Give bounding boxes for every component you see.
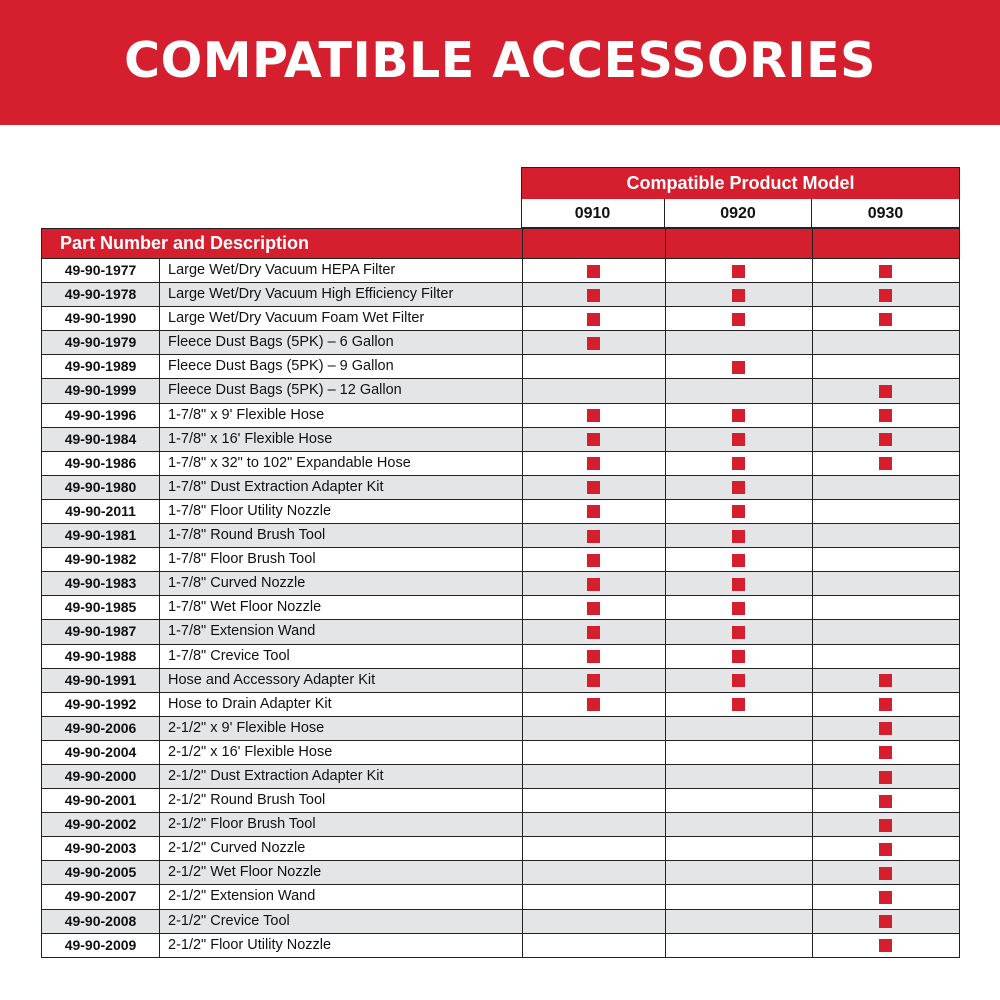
part-description: 1-7/8" Extension Wand — [159, 620, 522, 643]
compatible-mark-icon — [587, 265, 600, 278]
compat-cell-0920 — [665, 572, 812, 595]
compat-cell-0920 — [665, 548, 812, 571]
table-row — [42, 354, 959, 378]
compat-cell-0910 — [522, 379, 665, 402]
compatible-mark-icon — [879, 409, 892, 422]
compat-cell-0920 — [665, 620, 812, 643]
compatible-mark-icon — [587, 409, 600, 422]
compatible-mark-icon — [732, 433, 745, 446]
compat-cell-0920 — [665, 452, 812, 475]
compatible-mark-icon — [879, 433, 892, 446]
compat-cell-0920 — [665, 283, 812, 306]
page-title: COMPATIBLE ACCESSORIES — [124, 32, 876, 89]
compat-cell-0930 — [812, 428, 959, 451]
compat-cell-0930 — [812, 476, 959, 499]
compat-cell-0920 — [665, 910, 812, 933]
compatible-mark-icon — [732, 530, 745, 543]
compat-cell-0920 — [665, 789, 812, 812]
compat-cell-0930 — [812, 837, 959, 860]
compatible-mark-icon — [732, 361, 745, 374]
compat-cell-0910 — [522, 307, 665, 330]
compat-cell-0920 — [665, 693, 812, 716]
part-number: 49-90-2008 — [64, 912, 137, 929]
part-description: 1-7/8" x 16' Flexible Hose — [159, 428, 522, 451]
table-row — [42, 764, 959, 788]
part-description: Large Wet/Dry Vacuum High Efficiency Filter — [159, 283, 522, 306]
compatible-mark-icon — [879, 457, 892, 470]
compat-cell-0910 — [522, 669, 665, 692]
table-row — [42, 330, 959, 354]
compat-cell-0920 — [665, 934, 812, 957]
compatible-mark-icon — [879, 795, 892, 808]
part-number: 49-90-1979 — [64, 334, 137, 351]
part-number: 49-90-1985 — [64, 599, 137, 616]
part-number: 49-90-1977 — [64, 262, 137, 278]
part-number: 49-90-1982 — [64, 551, 137, 568]
table-row — [42, 668, 959, 692]
part-description: 1-7/8" Floor Brush Tool — [159, 548, 522, 571]
table-row — [42, 812, 959, 836]
part-description: 1-7/8" x 9' Flexible Hose — [159, 404, 522, 427]
compat-cell-0920 — [665, 428, 812, 451]
compatible-mark-icon — [732, 698, 745, 711]
compat-cell-0910 — [522, 283, 665, 306]
part-number: 49-90-1981 — [64, 527, 137, 544]
compat-cell-0920 — [665, 355, 812, 378]
compat-cell-0930 — [812, 620, 959, 643]
compat-cell-0910 — [522, 885, 665, 908]
compat-cell-0920 — [665, 813, 812, 836]
compatible-mark-icon — [732, 313, 745, 326]
compat-cell-0920 — [665, 307, 812, 330]
part-description: 2-1/2" Extension Wand — [159, 885, 522, 908]
part-description: 2-1/2" Floor Brush Tool — [159, 813, 522, 836]
compatible-mark-icon — [879, 891, 892, 904]
compat-cell-0930 — [812, 885, 959, 908]
compatible-mark-icon — [587, 433, 600, 446]
compat-cell-0920 — [665, 259, 812, 282]
table-row — [42, 740, 959, 764]
compat-cell-0920 — [665, 717, 812, 740]
compat-cell-0930 — [812, 379, 959, 402]
header-divider — [812, 229, 813, 258]
compatible-mark-icon — [587, 578, 600, 591]
compatible-mark-icon — [587, 626, 600, 639]
part-description: Hose to Drain Adapter Kit — [159, 693, 522, 716]
compat-cell-0930 — [812, 259, 959, 282]
part-number: 49-90-2006 — [64, 719, 137, 736]
compat-cell-0920 — [665, 500, 812, 523]
part-number: 49-90-2007 — [64, 888, 137, 905]
table-row — [42, 884, 959, 908]
table-row — [42, 378, 959, 402]
part-number: 49-90-1996 — [64, 406, 137, 423]
part-description: 2-1/2" Crevice Tool — [159, 910, 522, 933]
compat-cell-0930 — [812, 669, 959, 692]
table-row — [42, 282, 959, 306]
part-description: Hose and Accessory Adapter Kit — [159, 669, 522, 692]
compat-cell-0910 — [522, 259, 665, 282]
compat-cell-0910 — [522, 500, 665, 523]
part-description: Large Wet/Dry Vacuum Foam Wet Filter — [159, 307, 522, 330]
part-description: Fleece Dust Bags (5PK) – 6 Gallon — [159, 331, 522, 354]
compat-cell-0920 — [665, 476, 812, 499]
part-number: 49-90-1983 — [64, 575, 137, 592]
compatible-mark-icon — [732, 674, 745, 687]
part-description: 2-1/2" x 9' Flexible Hose — [159, 717, 522, 740]
part-number: 49-90-2004 — [64, 743, 137, 760]
part-number: 49-90-1988 — [64, 647, 137, 664]
compat-cell-0920 — [665, 645, 812, 668]
part-description: 2-1/2" Dust Extraction Adapter Kit — [159, 765, 522, 788]
table-row — [42, 909, 959, 933]
part-number: 49-90-1987 — [64, 623, 137, 640]
model-header-title: Compatible Product Model — [522, 168, 959, 199]
compat-cell-0930 — [812, 283, 959, 306]
compatible-mark-icon — [587, 698, 600, 711]
part-description: 1-7/8" Round Brush Tool — [159, 524, 522, 547]
compatible-mark-icon — [587, 602, 600, 615]
table-row — [42, 547, 959, 571]
part-header-label: Part Number and Description — [60, 233, 310, 253]
compatible-mark-icon — [879, 939, 892, 952]
compat-cell-0920 — [665, 765, 812, 788]
table-row — [42, 860, 959, 884]
compat-cell-0920 — [665, 524, 812, 547]
compatible-mark-icon — [732, 457, 745, 470]
compat-cell-0930 — [812, 645, 959, 668]
compat-cell-0930 — [812, 813, 959, 836]
table-row — [42, 523, 959, 547]
model-0910-header: 0910 — [574, 205, 611, 222]
table-row — [42, 403, 959, 427]
compat-cell-0910 — [522, 596, 665, 619]
compatible-mark-icon — [732, 265, 745, 278]
compat-cell-0920 — [665, 861, 812, 884]
compatible-mark-icon — [587, 289, 600, 302]
compat-cell-0930 — [812, 452, 959, 475]
part-description: 2-1/2" Wet Floor Nozzle — [159, 861, 522, 884]
part-number: 49-90-2002 — [64, 816, 137, 833]
compat-cell-0920 — [665, 404, 812, 427]
compat-cell-0910 — [522, 404, 665, 427]
compat-cell-0910 — [522, 428, 665, 451]
part-description: 1-7/8" x 32" to 102" Expandable Hose — [159, 452, 522, 475]
compatible-mark-icon — [587, 313, 600, 326]
compat-cell-0930 — [812, 717, 959, 740]
model-header — [521, 167, 960, 228]
compatible-mark-icon — [879, 722, 892, 735]
compatible-mark-icon — [732, 505, 745, 518]
compatible-mark-icon — [732, 602, 745, 615]
part-description: Large Wet/Dry Vacuum HEPA Filter — [159, 259, 522, 282]
table-row — [42, 499, 959, 523]
table-row — [42, 716, 959, 740]
table-row — [42, 475, 959, 499]
compat-cell-0910 — [522, 452, 665, 475]
compat-cell-0930 — [812, 404, 959, 427]
part-number: 49-90-2009 — [64, 936, 137, 953]
table-row — [42, 836, 959, 860]
part-description: 1-7/8" Crevice Tool — [159, 645, 522, 668]
compatible-mark-icon — [879, 915, 892, 928]
compatible-mark-icon — [879, 385, 892, 398]
compatible-mark-icon — [732, 289, 745, 302]
compatible-mark-icon — [587, 554, 600, 567]
part-number: 49-90-1978 — [64, 286, 137, 303]
compat-cell-0930 — [812, 524, 959, 547]
compatible-mark-icon — [732, 481, 745, 494]
compatible-mark-icon — [732, 626, 745, 639]
compatible-mark-icon — [732, 578, 745, 591]
compatible-mark-icon — [879, 867, 892, 880]
compat-cell-0920 — [665, 669, 812, 692]
compat-cell-0910 — [522, 524, 665, 547]
table-body — [42, 258, 959, 957]
part-number: 49-90-1986 — [64, 454, 137, 471]
compat-cell-0910 — [522, 837, 665, 860]
part-number: 49-90-1990 — [64, 310, 137, 327]
table-row — [42, 619, 959, 643]
compat-cell-0930 — [812, 789, 959, 812]
compatible-mark-icon — [732, 409, 745, 422]
compatible-mark-icon — [879, 674, 892, 687]
compat-cell-0910 — [522, 620, 665, 643]
model-0920-header: 0920 — [664, 199, 811, 228]
compat-cell-0920 — [665, 379, 812, 402]
compat-cell-0910 — [522, 910, 665, 933]
table-row — [42, 692, 959, 716]
part-number: 49-90-1980 — [64, 478, 137, 495]
compat-cell-0930 — [812, 693, 959, 716]
part-number: 49-90-1991 — [64, 671, 137, 688]
header-divider — [522, 229, 523, 258]
part-number: 49-90-2000 — [64, 767, 137, 784]
table-header — [42, 229, 959, 258]
part-description: Fleece Dust Bags (5PK) – 12 Gallon — [159, 379, 522, 402]
compatible-mark-icon — [732, 554, 745, 567]
compat-cell-0910 — [522, 476, 665, 499]
compat-cell-0910 — [522, 548, 665, 571]
compat-cell-0920 — [665, 596, 812, 619]
compat-cell-0930 — [812, 861, 959, 884]
compat-cell-0930 — [812, 500, 959, 523]
part-description: 1-7/8" Dust Extraction Adapter Kit — [159, 476, 522, 499]
part-number: 49-90-1992 — [64, 695, 137, 712]
compatible-mark-icon — [879, 289, 892, 302]
part-number: 49-90-2005 — [64, 864, 137, 881]
compat-cell-0910 — [522, 861, 665, 884]
compat-cell-0910 — [522, 813, 665, 836]
compat-cell-0920 — [665, 837, 812, 860]
part-description: 2-1/2" Curved Nozzle — [159, 837, 522, 860]
part-description: 2-1/2" Floor Utility Nozzle — [159, 934, 522, 957]
compatible-mark-icon — [879, 265, 892, 278]
compat-cell-0910 — [522, 789, 665, 812]
compatible-mark-icon — [879, 819, 892, 832]
table-row — [42, 595, 959, 619]
compatible-mark-icon — [879, 698, 892, 711]
compat-cell-0930 — [812, 548, 959, 571]
table-row — [42, 306, 959, 330]
compat-cell-0930 — [812, 741, 959, 764]
part-description: 1-7/8" Floor Utility Nozzle — [159, 500, 522, 523]
compat-cell-0910 — [522, 645, 665, 668]
part-description: 2-1/2" x 16' Flexible Hose — [159, 741, 522, 764]
compat-cell-0930 — [812, 910, 959, 933]
compatible-mark-icon — [587, 674, 600, 687]
compat-cell-0910 — [522, 331, 665, 354]
compatible-mark-icon — [879, 771, 892, 784]
compat-cell-0910 — [522, 741, 665, 764]
table-row — [42, 571, 959, 595]
table-row — [42, 451, 959, 475]
part-number: 49-90-1999 — [64, 382, 137, 399]
compat-cell-0930 — [812, 572, 959, 595]
compat-cell-0920 — [665, 331, 812, 354]
part-number: 49-90-2011 — [65, 502, 136, 519]
compatible-mark-icon — [587, 337, 600, 350]
title-banner — [0, 0, 1000, 125]
table-row — [42, 258, 959, 282]
table-row — [42, 788, 959, 812]
compat-cell-0910 — [522, 572, 665, 595]
compat-cell-0910 — [522, 717, 665, 740]
compat-cell-0920 — [665, 741, 812, 764]
part-number: 49-90-1989 — [64, 358, 137, 375]
compatible-mark-icon — [879, 746, 892, 759]
compatible-mark-icon — [879, 843, 892, 856]
table-row — [42, 933, 959, 957]
compatibility-table — [41, 228, 960, 958]
part-description: 1-7/8" Curved Nozzle — [159, 572, 522, 595]
compat-cell-0910 — [522, 765, 665, 788]
compat-cell-0920 — [665, 885, 812, 908]
header-divider — [665, 229, 666, 258]
compat-cell-0910 — [522, 934, 665, 957]
compatible-mark-icon — [732, 650, 745, 663]
compatible-mark-icon — [587, 530, 600, 543]
compatible-mark-icon — [879, 313, 892, 326]
part-number: 49-90-2003 — [64, 840, 137, 857]
part-description: 1-7/8" Wet Floor Nozzle — [159, 596, 522, 619]
part-number: 49-90-1984 — [64, 430, 137, 447]
compat-cell-0930 — [812, 934, 959, 957]
compat-cell-0930 — [812, 331, 959, 354]
compatible-mark-icon — [587, 457, 600, 470]
compat-cell-0910 — [522, 693, 665, 716]
part-description: Fleece Dust Bags (5PK) – 9 Gallon — [159, 355, 522, 378]
compatible-mark-icon — [587, 481, 600, 494]
compat-cell-0930 — [812, 307, 959, 330]
table-row — [42, 427, 959, 451]
compatible-mark-icon — [587, 505, 600, 518]
model-0930-header: 0930 — [811, 199, 959, 228]
compat-cell-0910 — [522, 355, 665, 378]
compat-cell-0930 — [812, 765, 959, 788]
part-number: 49-90-2001 — [64, 792, 137, 809]
part-description: 2-1/2" Round Brush Tool — [159, 789, 522, 812]
compatible-mark-icon — [587, 650, 600, 663]
compat-cell-0930 — [812, 355, 959, 378]
table-row — [42, 644, 959, 668]
compat-cell-0930 — [812, 596, 959, 619]
